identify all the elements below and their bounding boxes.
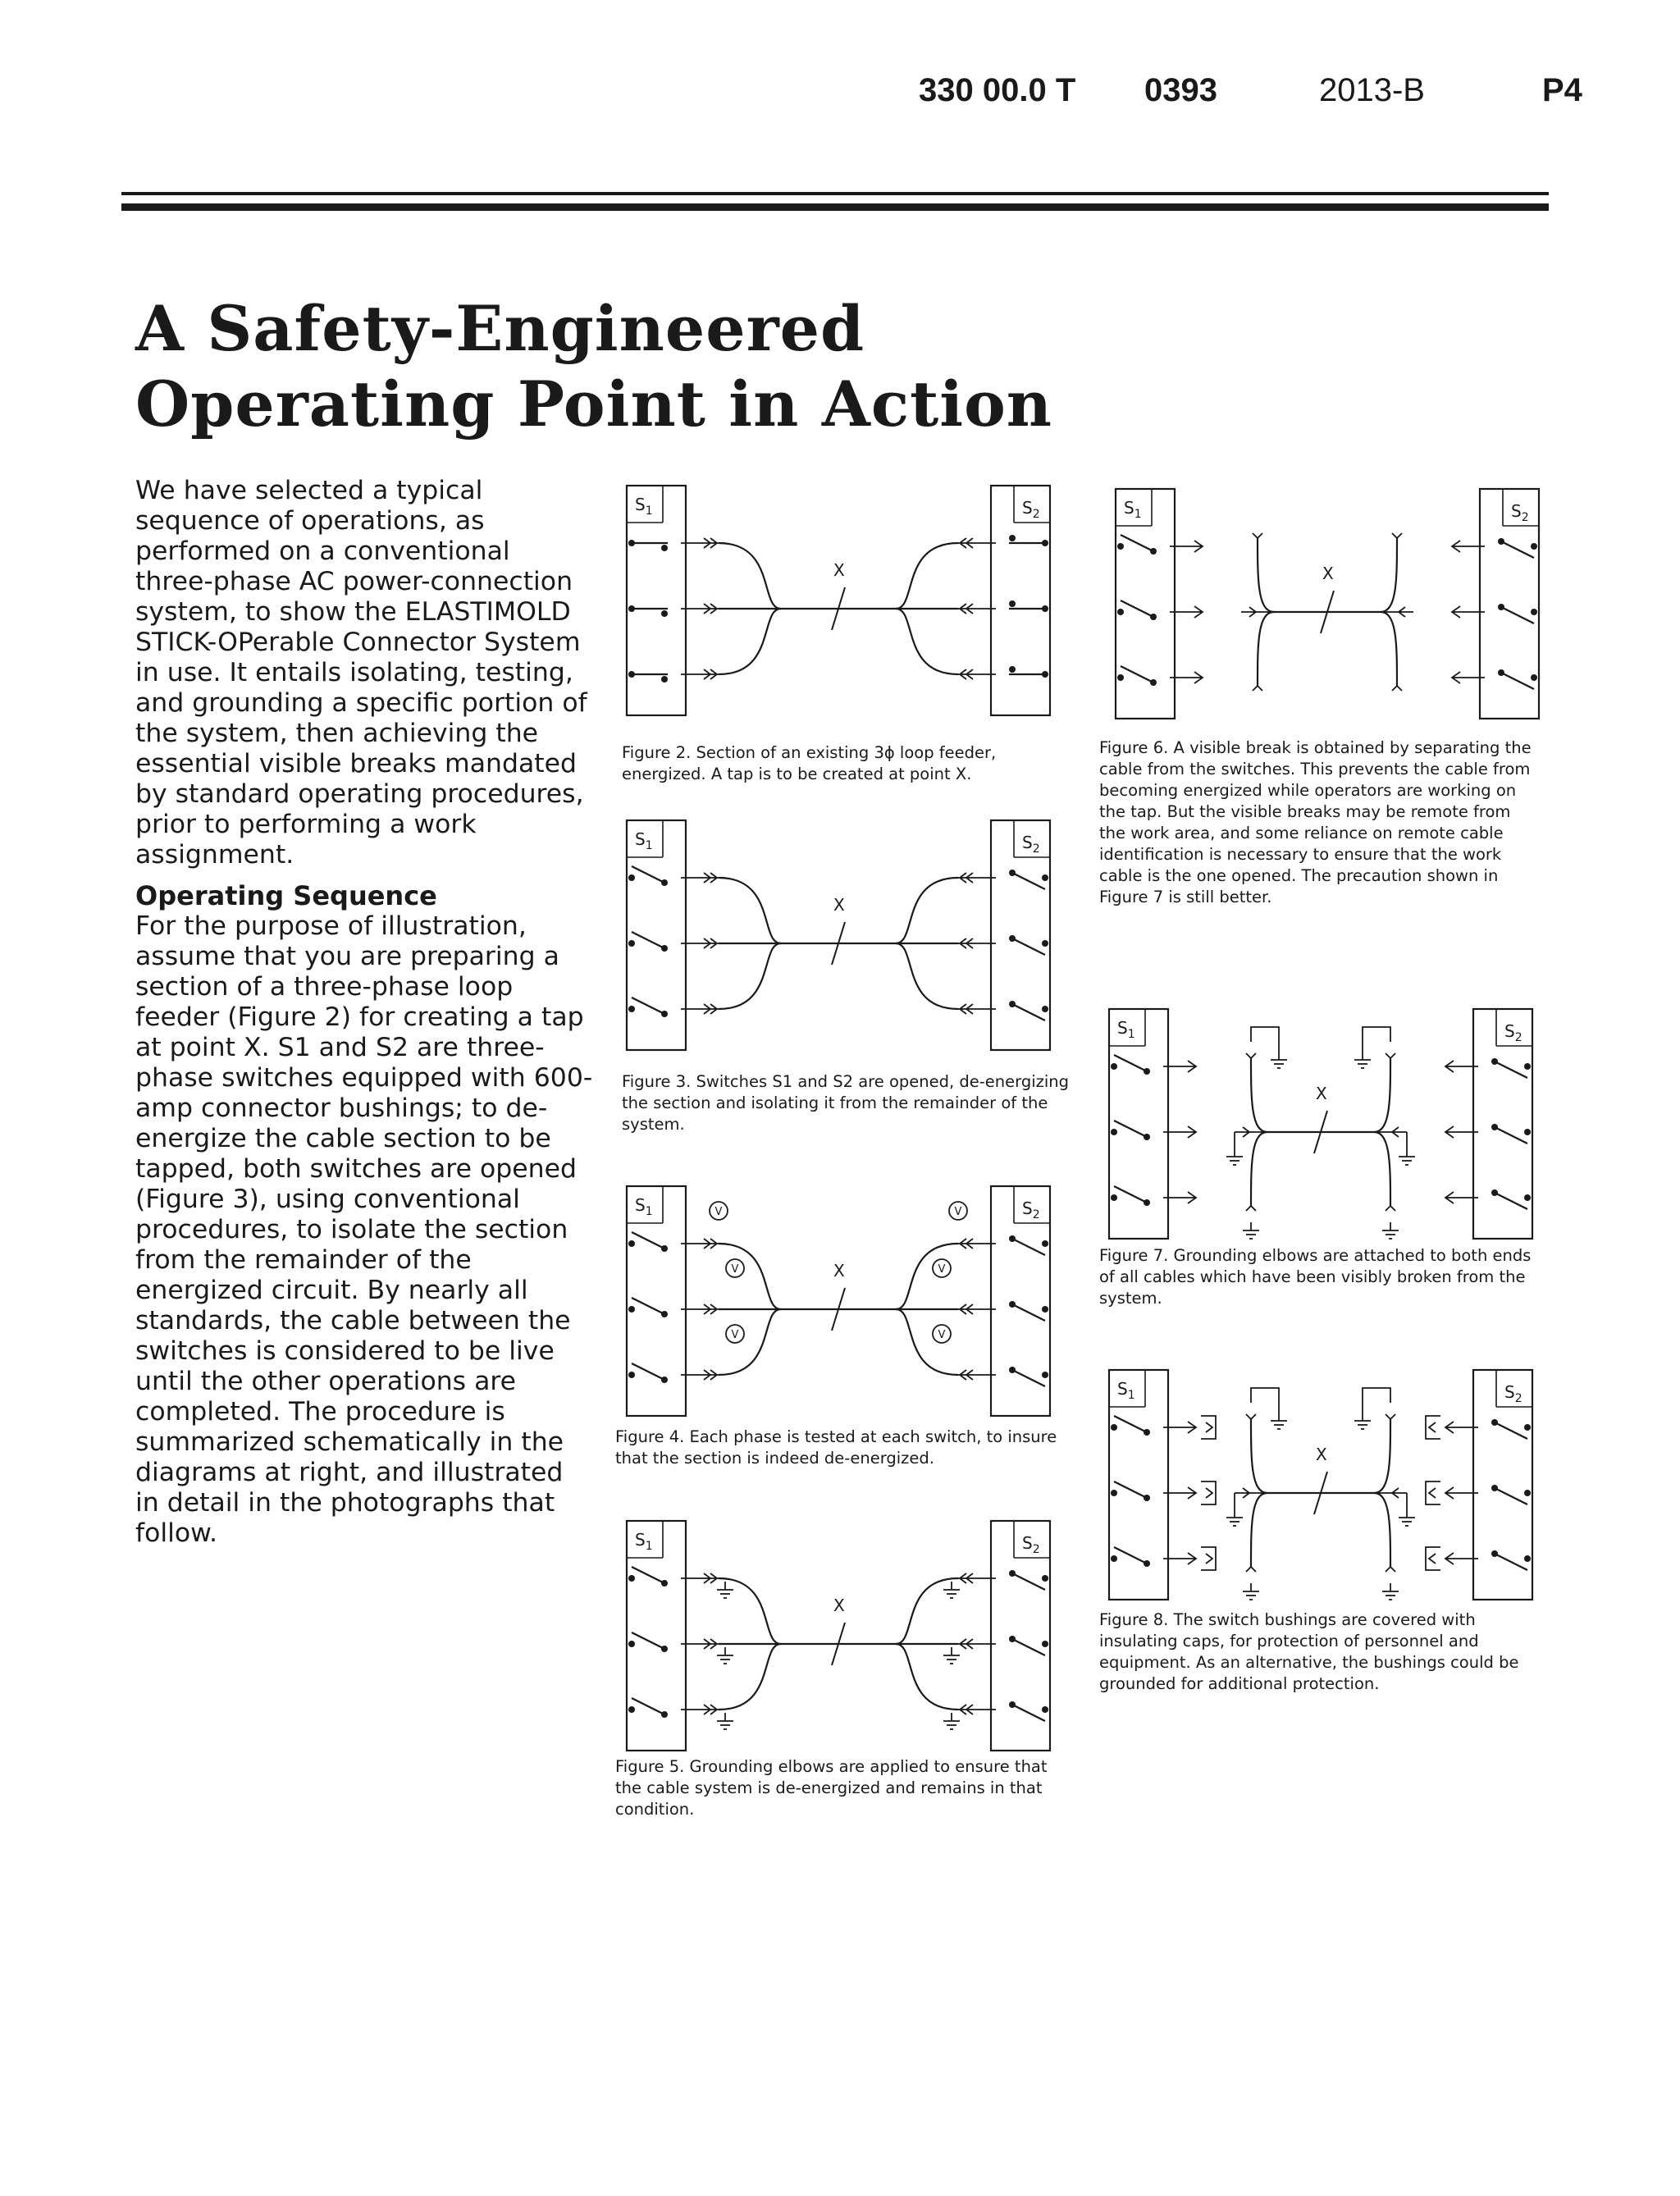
figure-2-svg (617, 477, 1060, 724)
fig4-s1-contact2-2 (661, 1376, 668, 1383)
fig8-s2-label: $S_2$ (1504, 1382, 1522, 1405)
figure-3-svg (617, 812, 1060, 1058)
fig8-s2-cap-1 (1426, 1482, 1440, 1504)
fig6-s2-contact-0 (1531, 543, 1537, 550)
figure-8-svg (1099, 1362, 1542, 1608)
figure-5-diagram (617, 1513, 1060, 1759)
fig5-s1-blade-2 (632, 1698, 664, 1714)
fig8-s2-contact2-1 (1491, 1485, 1498, 1491)
fig6-s1-contact-2 (1117, 674, 1124, 681)
fig6-s2-contact2-2 (1498, 669, 1504, 676)
fig7-s1-contact2-0 (1144, 1068, 1150, 1075)
fig8-s1-contact-0 (1111, 1424, 1117, 1431)
fig3-cable-right-2 (896, 943, 958, 1009)
fig5-s2-contact-0 (1042, 1575, 1048, 1582)
fig8-switch-s1 (1109, 1370, 1168, 1600)
fig4-s1-contact-1 (628, 1306, 635, 1313)
fig7-cable-end-left (1235, 1127, 1267, 1137)
fig8-cable-end-right (1374, 1488, 1407, 1498)
doc-edition: 2013-B (1319, 72, 1425, 108)
fig3-s2-contact-1 (1042, 940, 1048, 947)
fig2-s2-contact2-2 (1009, 666, 1016, 673)
fig8-s1-blade-0 (1114, 1416, 1147, 1432)
figure-5-svg (617, 1513, 1060, 1759)
fig3-s2-contact2-0 (1009, 870, 1016, 876)
fig7-cable-tip-2 (1246, 1206, 1256, 1211)
fig4-s1-contact2-1 (661, 1311, 668, 1317)
fig7-s1-label: $S_1$ (1117, 1018, 1135, 1041)
fig6-s1-contact2-0 (1150, 548, 1157, 555)
figure-5-caption: Figure 5. Grounding elbows are applied to ensure that the cable system is de-energized and remains in that condition. (615, 1757, 1048, 1819)
fig6-s1-contact-0 (1117, 543, 1124, 550)
figure-7-svg (1099, 1001, 1542, 1247)
fig4-s2-contact-1 (1042, 1306, 1048, 1313)
fig7-s2-contact2-0 (1491, 1058, 1498, 1065)
fig5-cable-left-0 (719, 1578, 781, 1644)
intro-paragraph: We have selected a typical sequence of operations, as performed on a conventional three-phase AC power-connection system, to show the ELASTIMOLD STICK-OPerable Connector System in use. It entails isolating, testing, and grounding a specific portion of the system, then achieving the essential visible breaks mandated by standard operating procedures, prior to performing a work assignment. (135, 476, 587, 870)
fig7-switch-s2 (1473, 1009, 1532, 1239)
fig4-s2-blade-2 (1012, 1370, 1045, 1386)
doc-number: 0393 (1144, 72, 1217, 108)
fig5-s1-contact-2 (628, 1706, 635, 1713)
fig6-cable-end-right (1381, 607, 1413, 617)
fig6-s1-blade-2 (1121, 666, 1153, 683)
fig7-s1-blade-0 (1114, 1055, 1147, 1071)
fig3-switch-s1 (627, 820, 686, 1050)
figure-8-caption: Figure 8. The switch bushings are covered with insulating caps, for protection of personnel and equipment. As an alternative, the bushings could be grounded for additional protection. (1099, 1610, 1519, 1693)
fig4-s2-blade-1 (1012, 1304, 1045, 1321)
fig2-s2-contact2-1 (1009, 600, 1016, 607)
fig4-cable-right-0 (896, 1244, 958, 1309)
fig5-s1-label: $S_1$ (635, 1530, 653, 1553)
fig8-ground-lead-tl (1251, 1388, 1279, 1413)
fig8-s1-label: $S_1$ (1117, 1379, 1135, 1402)
fig5-s1-contact-1 (628, 1641, 635, 1647)
fig5-s1-blade-1 (632, 1632, 664, 1649)
fig8-ground-lead-tr (1363, 1388, 1390, 1413)
fig3-s2-blade-0 (1012, 873, 1045, 889)
fig5-s2-contact-1 (1042, 1641, 1048, 1647)
title-line-1: A Safety-Engineered (135, 292, 865, 365)
header-rule-thin (121, 192, 1549, 195)
fig2-cable-left-2 (719, 609, 781, 674)
fig7-cable-end-right (1374, 1127, 1407, 1137)
fig7-s1-contact2-1 (1144, 1134, 1150, 1140)
figure-6-svg (1106, 481, 1549, 727)
fig6-s2-blade-1 (1501, 607, 1534, 623)
fig8-s2-contact2-0 (1491, 1419, 1498, 1426)
fig7-s1-blade-2 (1114, 1186, 1147, 1203)
fig6-s2-contact-1 (1531, 609, 1537, 615)
figure-6-caption: Figure 6. A visible break is obtained by separating the cable from the switches. This prevents the cable from becoming energized while operators are working on the tap. But the visible breaks may be remote from the work area, and some reliance on remote cable identification is necessary to ensure that the work cable is the one opened. The precaution shown in Figure 7 is still better. (1099, 738, 1532, 906)
fig6-s2-blade-0 (1501, 541, 1534, 558)
fig8-s1-contact2-1 (1144, 1495, 1150, 1501)
fig7-ground-lead-tl (1251, 1027, 1279, 1052)
fig6-s1-label: $S_1$ (1124, 498, 1142, 521)
article-title (135, 291, 1120, 442)
fig7-cable-up-left (1251, 1058, 1267, 1132)
figure-4-caption: Figure 4. Each phase is tested at each switch, to insure that the section is indeed de-energized. (615, 1427, 1057, 1468)
fig4-s2-contact2-1 (1009, 1301, 1016, 1308)
fig3-s1-contact2-2 (661, 1011, 668, 1017)
fig5-s1-contact2-2 (661, 1711, 668, 1718)
fig6-cable-down-right (1381, 612, 1397, 686)
fig6-s1-contact2-1 (1150, 614, 1157, 620)
fig3-s2-contact2-1 (1009, 935, 1016, 942)
fig6-cable-up-left (1258, 538, 1274, 612)
figure-2-diagram (617, 477, 1060, 724)
title-line-2: Operating Point in Action (135, 368, 1053, 441)
fig6-s1-blade-1 (1121, 600, 1153, 617)
fig4-point-x-label: X (833, 1261, 845, 1281)
fig6-switch-s1 (1116, 489, 1175, 719)
fig6-cable-up-right (1381, 538, 1397, 612)
fig7-s2-contact-2 (1524, 1194, 1531, 1201)
fig5-s2-contact-2 (1042, 1706, 1048, 1713)
fig5-s1-contact2-0 (661, 1580, 668, 1587)
fig7-s2-blade-1 (1495, 1127, 1527, 1144)
fig8-s2-contact-2 (1524, 1555, 1531, 1562)
section-heading: Operating Sequence (135, 880, 437, 911)
fig7-s2-contact-0 (1524, 1063, 1531, 1070)
body-text-column (135, 476, 595, 1559)
figure-2-caption: Figure 2. Section of an existing 3ϕ loop feeder, energized. A tap is to be created at point X. (622, 743, 997, 783)
fig7-s2-label: $S_2$ (1504, 1021, 1522, 1044)
fig5-cable-left-2 (719, 1644, 781, 1710)
fig7-point-x-label: X (1316, 1084, 1327, 1103)
fig3-s2-contact-0 (1042, 874, 1048, 881)
fig4-s2-blade-0 (1012, 1239, 1045, 1255)
doc-code: 330 00.0 T (919, 72, 1076, 108)
figure-8-diagram (1099, 1362, 1542, 1608)
fig6-s2-contact2-1 (1498, 604, 1504, 610)
fig5-s2-blade-0 (1012, 1573, 1045, 1590)
fig4-voltmeter-2-label: V (731, 1329, 739, 1341)
fig2-cable-right-2 (896, 609, 958, 674)
fig5-s2-contact2-1 (1009, 1636, 1016, 1642)
fig6-s1-contact2-2 (1150, 679, 1157, 686)
fig7-cable-up-right (1374, 1058, 1390, 1132)
fig3-switch-s2 (991, 820, 1050, 1050)
figure-3-caption: Figure 3. Switches S1 and S2 are opened, de-energizing the section and isolating it from the remainder of the system. (622, 1072, 1070, 1134)
fig7-s1-contact-1 (1111, 1129, 1117, 1135)
fig8-s2-contact-0 (1524, 1424, 1531, 1431)
fig8-s1-contact-2 (1111, 1555, 1117, 1562)
fig8-cable-tip-0 (1246, 1414, 1256, 1419)
fig4-s2-contact-2 (1042, 1372, 1048, 1378)
fig4-cable-left-0 (719, 1244, 781, 1309)
fig3-s2-label: $S_2$ (1022, 833, 1040, 856)
fig3-s2-contact-2 (1042, 1006, 1048, 1012)
fig2-cable-right-0 (896, 543, 958, 609)
fig2-s2-contact2-0 (1009, 535, 1016, 541)
fig4-switch-s1 (627, 1186, 686, 1416)
fig6-s2-contact2-0 (1498, 538, 1504, 545)
fig3-s2-blade-2 (1012, 1004, 1045, 1020)
fig6-point-x-label: X (1322, 564, 1334, 583)
fig8-s1-blade-1 (1114, 1482, 1147, 1498)
fig4-s2-contact-0 (1042, 1240, 1048, 1247)
fig2-s2-label: $S_2$ (1022, 498, 1040, 521)
sequence-paragraph: For the purpose of illustration, assume that you are preparing a section of a three-phase loop feeder (Figure 2) for creating a tap at point X. S1 and S2 are three-phase switches equipped with 600-amp connector bushings; to de-energize the cable section to be tapped, both switches are opened (Figure 3), using conventional procedures, to isolate the section from the remainder of the energized circuit. By nearly all standards, the cable between the switches is considered to be live until the other operations are completed. The procedure is summarized schematically in the diagrams at right, and illustrated in detail in the photographs that follow. (135, 911, 593, 1548)
fig3-s2-contact2-2 (1009, 1001, 1016, 1007)
fig8-s2-cap-2 (1426, 1547, 1440, 1570)
fig7-switch-s1 (1109, 1009, 1168, 1239)
fig4-voltmeter-1-label: V (731, 1263, 739, 1276)
fig8-s1-contact-1 (1111, 1490, 1117, 1496)
fig4-voltmeter-3-label: V (954, 1206, 962, 1218)
fig5-s1-contact2-1 (661, 1646, 668, 1652)
fig8-s2-cap-0 (1426, 1416, 1440, 1439)
fig5-cable-right-0 (896, 1578, 958, 1644)
fig4-s2-label: $S_2$ (1022, 1198, 1040, 1221)
fig7-cable-tip-1 (1386, 1053, 1395, 1058)
fig8-cable-up-left (1251, 1419, 1267, 1493)
fig4-s1-blade-0 (632, 1232, 664, 1249)
figure-3-diagram (617, 812, 1060, 1058)
fig3-s1-blade-1 (632, 932, 664, 948)
fig5-s1-contact-0 (628, 1575, 635, 1582)
fig7-cable-tip-0 (1246, 1053, 1256, 1058)
fig7-cable-down-right (1374, 1132, 1390, 1206)
fig3-s1-contact-1 (628, 940, 635, 947)
fig8-switch-s2 (1473, 1370, 1532, 1600)
fig5-point-x-label: X (833, 1596, 845, 1615)
fig5-s2-blade-2 (1012, 1705, 1045, 1721)
fig8-cable-tip-3 (1386, 1567, 1395, 1572)
fig7-s2-contact2-1 (1491, 1124, 1498, 1130)
fig3-s1-label: $S_1$ (635, 829, 653, 852)
fig8-s1-contact2-2 (1144, 1560, 1150, 1567)
fig6-switch-s2 (1480, 489, 1539, 719)
fig3-s1-contact2-0 (661, 879, 668, 886)
fig8-s1-contact2-0 (1144, 1429, 1150, 1436)
figure-4-svg (617, 1178, 1060, 1424)
fig5-s1-blade-0 (632, 1567, 664, 1583)
figure-6-diagram (1106, 481, 1549, 727)
page-header (902, 72, 1624, 121)
figure-7-caption: Figure 7. Grounding elbows are attached to both ends of all cables which have been visibly broken from the system. (1099, 1246, 1532, 1308)
fig4-s2-contact2-2 (1009, 1367, 1016, 1373)
figure-4-diagram (617, 1178, 1060, 1424)
header-rule-thick (121, 203, 1549, 211)
fig7-s1-blade-1 (1114, 1121, 1147, 1137)
fig7-s2-contact-1 (1524, 1129, 1531, 1135)
fig3-cable-left-0 (719, 878, 781, 943)
page-number: P4 (1542, 72, 1582, 108)
fig3-s1-blade-0 (632, 866, 664, 883)
fig5-s2-label: $S_2$ (1022, 1533, 1040, 1556)
fig7-cable-tip-3 (1386, 1206, 1395, 1211)
fig4-s1-contact2-0 (661, 1245, 668, 1252)
fig5-s2-contact2-0 (1009, 1570, 1016, 1577)
fig3-s1-contact-0 (628, 874, 635, 881)
fig8-s2-blade-0 (1495, 1422, 1527, 1439)
fig2-s1-contact2-2 (661, 676, 668, 683)
fig7-s1-contact2-2 (1144, 1199, 1150, 1206)
fig3-cable-right-0 (896, 878, 958, 943)
fig8-s1-cap-1 (1201, 1482, 1216, 1504)
fig8-s1-cap-0 (1201, 1416, 1216, 1439)
fig6-cable-tip-1 (1392, 533, 1402, 538)
fig3-cable-left-2 (719, 943, 781, 1009)
fig3-point-x-label: X (833, 895, 845, 915)
fig2-s1-contact2-0 (661, 545, 668, 551)
fig2-switch-s2 (991, 486, 1050, 715)
fig8-cable-tip-2 (1246, 1567, 1256, 1572)
fig4-voltmeter-4-label: V (938, 1263, 946, 1276)
fig6-s2-contact-2 (1531, 674, 1537, 681)
fig7-s2-contact2-2 (1491, 1189, 1498, 1196)
fig8-s2-blade-1 (1495, 1488, 1527, 1504)
fig8-s1-blade-2 (1114, 1547, 1147, 1564)
fig3-s1-blade-2 (632, 998, 664, 1014)
fig6-s2-blade-2 (1501, 673, 1534, 689)
fig8-cable-end-left (1235, 1488, 1267, 1498)
fig8-cable-tip-1 (1386, 1414, 1395, 1419)
fig5-switch-s2 (991, 1521, 1050, 1751)
fig2-point-x-label: X (833, 560, 845, 580)
fig7-cable-down-left (1251, 1132, 1267, 1206)
fig7-s1-contact-0 (1111, 1063, 1117, 1070)
fig7-s2-blade-0 (1495, 1061, 1527, 1078)
fig6-s1-blade-0 (1121, 535, 1153, 551)
fig8-point-x-label: X (1316, 1445, 1327, 1464)
fig2-cable-left-0 (719, 543, 781, 609)
fig7-s2-blade-2 (1495, 1193, 1527, 1209)
fig5-s2-contact2-2 (1009, 1701, 1016, 1708)
fig3-s1-contact2-1 (661, 945, 668, 952)
fig7-ground-lead-tr (1363, 1027, 1390, 1052)
fig4-cable-left-2 (719, 1309, 781, 1375)
fig7-s1-contact-2 (1111, 1194, 1117, 1201)
fig8-cable-up-right (1374, 1419, 1390, 1493)
fig4-s1-contact-2 (628, 1372, 635, 1378)
fig6-s1-contact-1 (1117, 609, 1124, 615)
fig6-s2-label: $S_2$ (1511, 501, 1529, 524)
fig6-cable-tip-3 (1392, 686, 1402, 691)
fig6-cable-tip-2 (1253, 686, 1262, 691)
fig4-s1-blade-2 (632, 1363, 664, 1380)
fig8-s2-contact2-2 (1491, 1550, 1498, 1557)
fig8-s1-cap-2 (1201, 1547, 1216, 1570)
fig6-cable-tip-0 (1253, 533, 1262, 538)
fig4-cable-right-2 (896, 1309, 958, 1375)
fig4-s2-contact2-0 (1009, 1235, 1016, 1242)
fig6-cable-end-left (1241, 607, 1274, 617)
fig3-s2-blade-1 (1012, 938, 1045, 955)
fig4-s1-label: $S_1$ (635, 1195, 653, 1218)
fig2-s1-contact2-1 (661, 610, 668, 617)
fig4-voltmeter-0-label: V (714, 1206, 723, 1218)
fig4-switch-s2 (991, 1186, 1050, 1416)
fig5-switch-s1 (627, 1521, 686, 1751)
fig4-s1-contact-0 (628, 1240, 635, 1247)
fig2-s1-label: $S_1$ (635, 495, 653, 518)
fig8-cable-down-right (1374, 1493, 1390, 1567)
figure-7-diagram (1099, 1001, 1542, 1247)
fig8-s2-blade-2 (1495, 1554, 1527, 1570)
fig8-s2-contact-1 (1524, 1490, 1531, 1496)
fig6-cable-down-left (1258, 612, 1274, 686)
fig4-voltmeter-5-label: V (938, 1329, 946, 1341)
fig8-cable-down-left (1251, 1493, 1267, 1567)
fig5-s2-blade-1 (1012, 1639, 1045, 1655)
fig5-cable-right-2 (896, 1644, 958, 1710)
fig4-s1-blade-1 (632, 1298, 664, 1314)
fig3-s1-contact-2 (628, 1006, 635, 1012)
fig2-switch-s1 (627, 486, 686, 715)
